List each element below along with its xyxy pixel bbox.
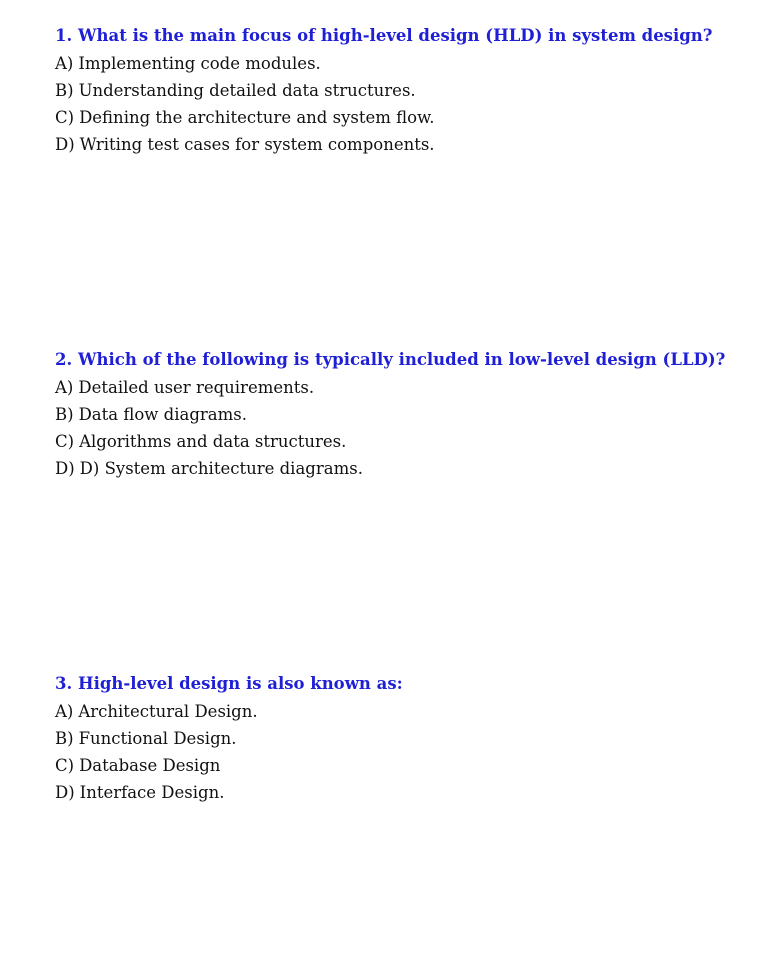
question-title bbox=[55, 672, 768, 696]
option-text: Defining the architecture and system flow. bbox=[79, 108, 435, 127]
option-label: B) bbox=[55, 81, 74, 100]
option-text: Data flow diagrams. bbox=[78, 405, 247, 424]
option-a bbox=[55, 698, 768, 725]
question-number: 3. bbox=[55, 674, 73, 693]
option-text: Implementing code modules. bbox=[78, 54, 321, 73]
option-label: C) bbox=[55, 432, 75, 451]
question-2 bbox=[55, 348, 768, 482]
question-number: 2. bbox=[55, 350, 73, 369]
option-label: A) bbox=[55, 702, 74, 721]
option-d bbox=[55, 779, 768, 806]
option-label: D) bbox=[55, 135, 75, 154]
option-a bbox=[55, 50, 768, 77]
option-text: Algorithms and data structures. bbox=[79, 432, 347, 451]
option-b bbox=[55, 77, 768, 104]
question-title bbox=[55, 24, 768, 48]
option-c bbox=[55, 752, 768, 779]
option-label: B) bbox=[55, 405, 74, 424]
option-text: Database Design bbox=[79, 756, 221, 775]
option-text: Architectural Design. bbox=[78, 702, 258, 721]
option-text: Writing test cases for system components. bbox=[79, 135, 435, 154]
question-text: Which of the following is typically included in low-level design (LLD)? bbox=[77, 350, 726, 369]
option-b bbox=[55, 401, 768, 428]
question-text: High-level design is also known as: bbox=[77, 674, 403, 693]
option-label: C) bbox=[55, 108, 75, 127]
option-a bbox=[55, 374, 768, 401]
option-label: D) bbox=[55, 783, 75, 802]
question-title bbox=[55, 348, 768, 372]
option-d bbox=[55, 131, 768, 158]
option-text: Detailed user requirements. bbox=[78, 378, 315, 397]
question-number: 1. bbox=[55, 26, 73, 45]
option-d bbox=[55, 455, 768, 482]
option-text: D) System architecture diagrams. bbox=[79, 459, 363, 478]
option-text: Interface Design. bbox=[79, 783, 225, 802]
option-b bbox=[55, 725, 768, 752]
option-label: C) bbox=[55, 756, 75, 775]
option-label: A) bbox=[55, 54, 74, 73]
question-text: What is the main focus of high-level design (HLD) in system design? bbox=[77, 26, 713, 45]
question-3 bbox=[55, 672, 768, 806]
option-text: Functional Design. bbox=[78, 729, 237, 748]
question-1 bbox=[55, 24, 768, 158]
option-label: B) bbox=[55, 729, 74, 748]
option-c bbox=[55, 428, 768, 455]
option-label: D) bbox=[55, 459, 75, 478]
option-c bbox=[55, 104, 768, 131]
option-text: Understanding detailed data structures. bbox=[78, 81, 416, 100]
option-label: A) bbox=[55, 378, 74, 397]
